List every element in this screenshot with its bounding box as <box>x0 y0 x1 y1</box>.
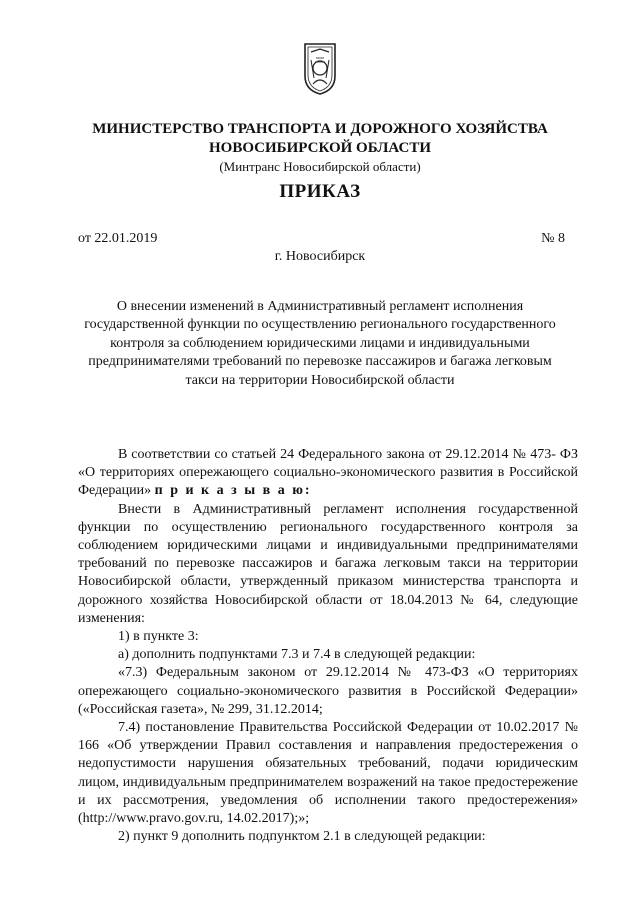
ministry-name-line-2: НОВОСИБИРСКОЙ ОБЛАСТИ <box>208 140 432 156</box>
order-city: г. Новосибирск <box>274 249 366 264</box>
ministry-short-name: (Минтранс Новосибирской области) <box>219 159 421 174</box>
subitem-7-4: 7.4) постановление Правительства Российской Федерации от 10.02.2017 № 166 «Об утверждении Правил составления и направления предостережения о недопустимости нарушения обязательных требований, подачи юридическим лицом, индивидуальным предпринимателем возражений на такое предостережение и их рассмотрения, уведомления об исполнении такого предостережения» (http://www.pravo.gov.ru, 14.02.2017);»; <box>78 720 578 827</box>
amendment-paragraph: Внести в Административный регламент исполнения государственной функции по осуществлению регионального государственного контроля за соблюдением юридическими лицами и индивидуальными предпринимателями требований по перевозке пассажиров и багажа легковым такси на территории Новосибирской области, утвержденный приказом министерства транспорта и дорожного хозяйства Новосибирской области от 18.04.2013 № 64, следующие изменения: <box>78 501 578 626</box>
order-body <box>78 446 578 846</box>
order-number: № 8 <box>541 231 565 246</box>
item-1: 1) в пункте 3: <box>118 629 199 645</box>
preamble-text: В соответствии со статьей 24 Федерального закона от 29.12.2014 № 473- ФЗ «О территориях опережающего социально-экономического развития в Российской Федерации» <box>78 447 578 499</box>
ministry-name-line-1: МИНИСТЕРСТВО ТРАНСПОРТА И ДОРОЖНОГО ХОЗЯЙСТВА <box>92 121 548 137</box>
order-subject: О внесении изменений в Административный регламент исполнения государственной функции по осуществлению регионального государственного контроля за соблюдением юридическими лицами и индивидуальными предпринимателями требований по перевозке пассажиров и багажа легковым такси на территории Новосибирской области <box>84 299 556 388</box>
coat-of-arms-icon <box>299 40 341 96</box>
item-2: 2) пункт 9 дополнить подпунктом 2.1 в следующей редакции: <box>118 829 486 845</box>
item-1a: а) дополнить подпунктами 7.3 и 7.4 в следующей редакции: <box>118 647 476 663</box>
preamble-paragraph <box>78 446 578 501</box>
subitem-7-3: «7.3) Федеральным законом от 29.12.2014 № 473-ФЗ «О территориях опережающего социально-экономического развития в Российской Федерации» («Российская газета», № 299, 31.12.2014; <box>78 665 578 717</box>
document-type-title: ПРИКАЗ <box>279 181 361 202</box>
order-directive: п р и к а з ы в а ю: <box>154 483 312 499</box>
order-date: от 22.01.2019 <box>78 231 158 246</box>
